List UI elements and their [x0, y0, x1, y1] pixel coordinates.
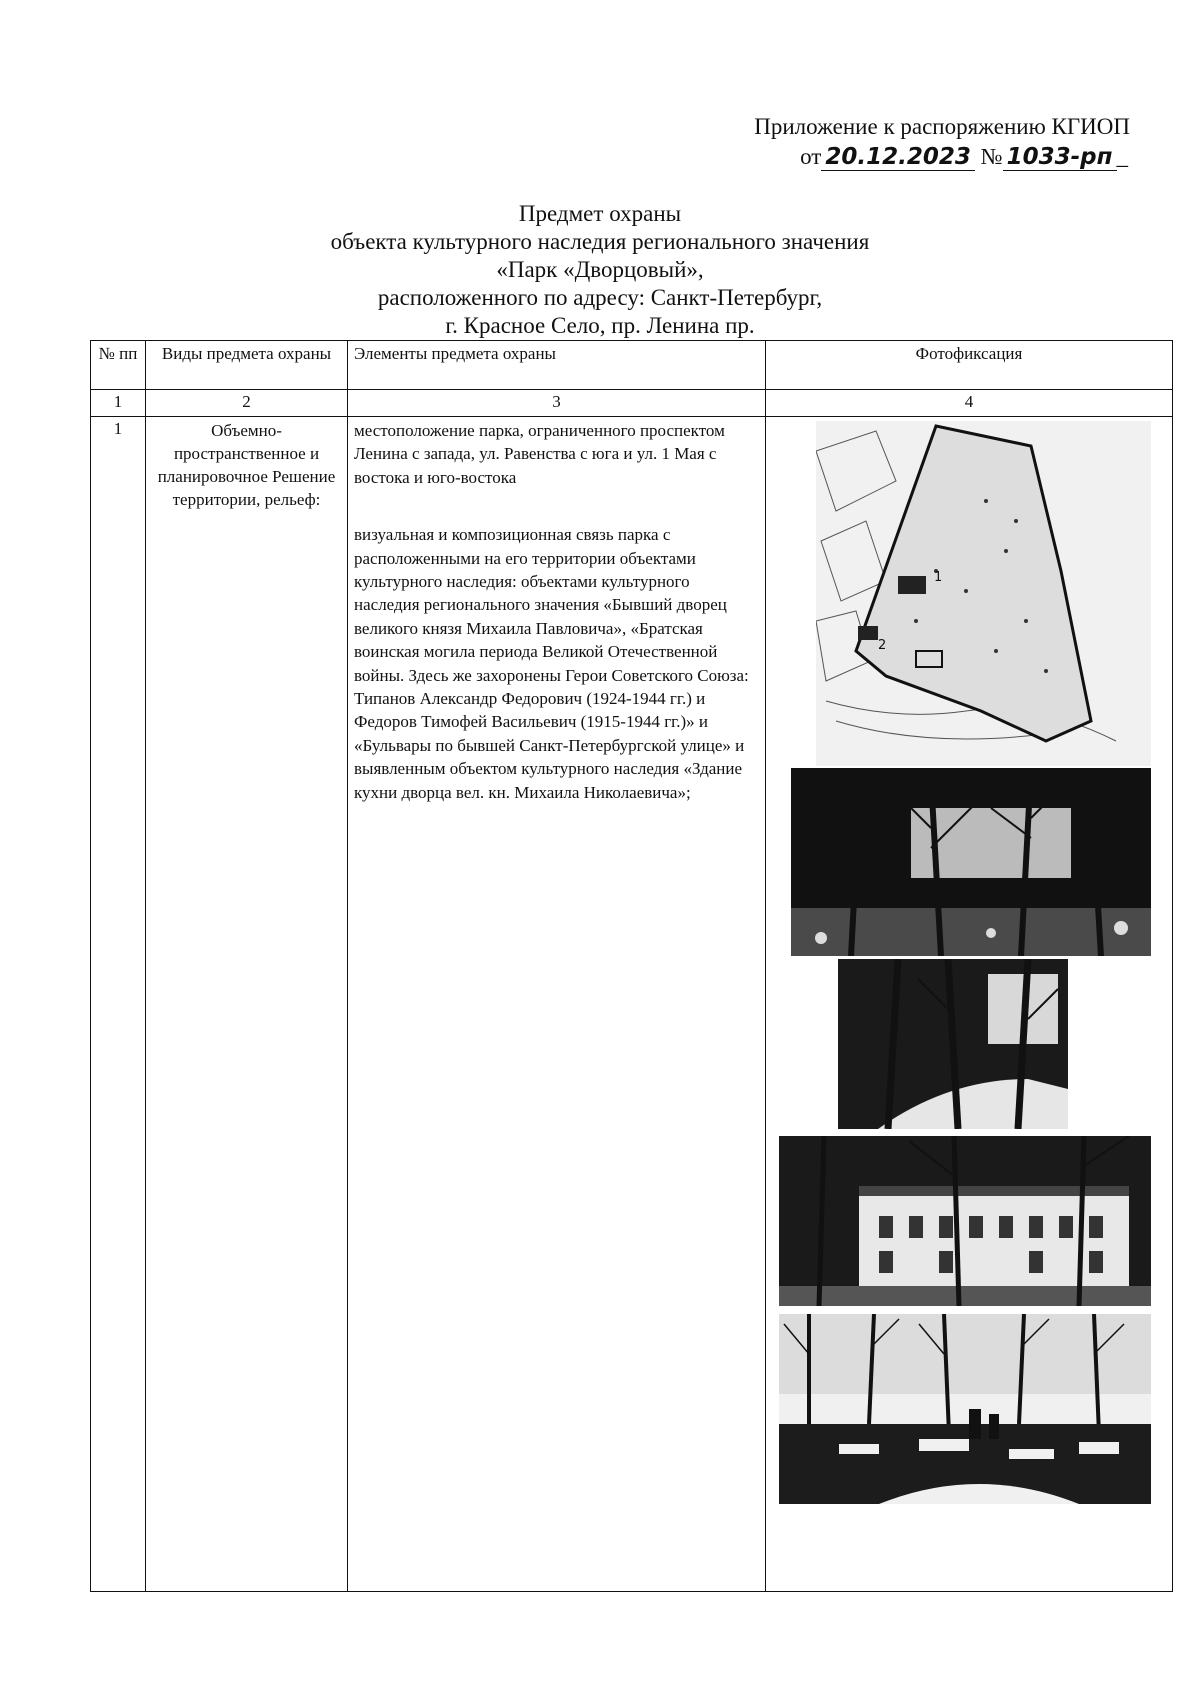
park-trees-photo-icon: [791, 768, 1151, 956]
palace-building-photo-icon: [779, 1136, 1151, 1306]
column-number-row: [91, 390, 1173, 417]
map-icon: [816, 421, 1151, 766]
title-line-1: Предмет охраны: [518, 201, 682, 226]
table-row: [91, 417, 1173, 1592]
header-types: Виды предмета охраны: [146, 341, 348, 390]
title-line-4: расположенного по адресу: Санкт-Петербург,: [377, 285, 823, 310]
element-paragraph-2: визуальная и композиционная связь парка с расположенными на его территории объектами культурного наследия: объектами культурного наследия регионального значения «Бывший дворец великого князя Михаила Павловича», «Братская воинская могила периода Великой Отечественной войны. Здесь же захоронены Герои Советского Союза: Типанов Александр Федорович (1924-1944 гг.) и Федоров Тимофей Васильевич (1915-1944 гг.)» и «Бульвары по бывшей Санкт-Петербургской улице» и выявленным объектом культурного наследия «Здание кухни дворца вел. кн. Михаила Николаевича»;: [354, 525, 749, 802]
element-paragraph-1: местоположение парка, ограниченного проспектом Ленина с запада, ул. Равенства с юга и ул. 1 Мая с востока и юго-востока: [354, 421, 725, 487]
map-label-1: 1: [934, 570, 943, 585]
header-photo: Фотофиксация: [766, 341, 1173, 390]
title-line-5: г. Красное Село, пр. Ленина пр.: [445, 312, 754, 341]
appendix-header: [570, 112, 1130, 172]
map-label-2: 2: [878, 638, 887, 653]
row-number: 1: [91, 417, 146, 1592]
header-number: № пп: [91, 341, 146, 390]
title-line-3: «Парк «Дворцовый»,: [496, 257, 704, 282]
decree-reference: от 20.12.2023 № 1033-рп _: [800, 144, 1130, 170]
table-header-row: [91, 341, 1173, 390]
column-number-4: 4: [766, 390, 1173, 417]
number-label: №: [980, 144, 1003, 169]
appendix-title: Приложение к распоряжению КГИОП: [754, 114, 1130, 139]
park-path-photo-icon: [838, 959, 1068, 1129]
column-number-1: 1: [91, 390, 146, 417]
column-number-3: 3: [348, 390, 766, 417]
row-elements: [348, 417, 766, 1592]
protection-table: [90, 340, 1173, 1592]
row-type: Объемно-пространственное и планировочное Решение территории, рельеф:: [146, 417, 348, 1592]
row-photos: [766, 417, 1173, 1592]
document-title: [300, 200, 900, 341]
header-elements: Элементы предмета охраны: [348, 341, 766, 390]
decree-number: 1033-рп: [1003, 144, 1117, 171]
decree-date: 20.12.2023: [821, 144, 975, 171]
column-number-2: 2: [146, 390, 348, 417]
from-label: от: [800, 144, 822, 169]
memorial-graves-photo-icon: [779, 1314, 1151, 1504]
title-line-2: объекта культурного наследия регионального значения: [330, 229, 870, 254]
